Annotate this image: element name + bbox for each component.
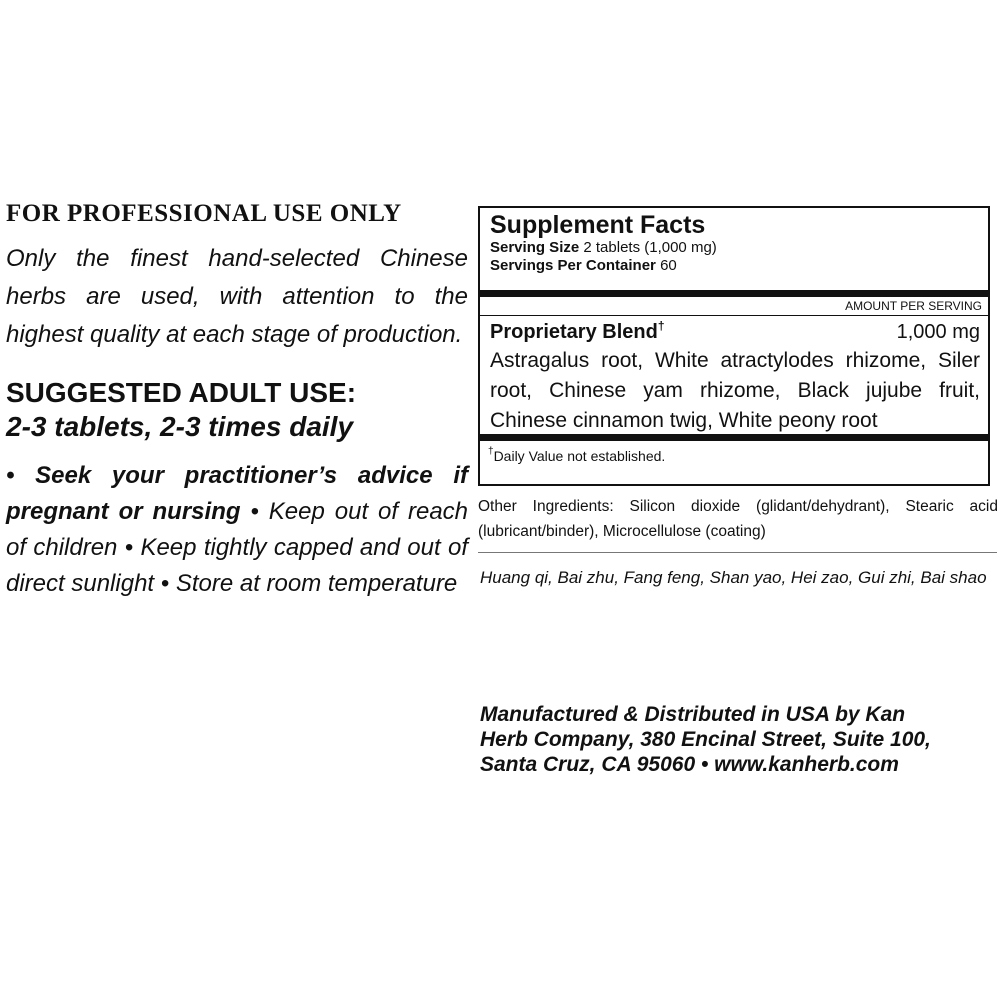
servings-per-container-label: Servings Per Container xyxy=(490,257,656,274)
professional-use-title: FOR PROFESSIONAL USE ONLY xyxy=(6,200,402,227)
manufacturer-line-3: Santa Cruz, CA 95060 • www.kanherb.com xyxy=(480,753,899,776)
practitioner-warning: Seek your practitioner’s advice if pregnant or nursing xyxy=(6,462,468,525)
proprietary-blend-row xyxy=(490,318,980,346)
serving-size-label: Serving Size xyxy=(490,239,580,256)
amount-per-serving-header: AMOUNT PER SERVING xyxy=(480,297,988,316)
thin-divider xyxy=(478,552,997,553)
daily-value-text: Daily Value not established. xyxy=(493,448,666,464)
servings-per-container-value: 60 xyxy=(660,257,677,274)
servings-per-container-row xyxy=(490,257,978,275)
usage-column xyxy=(6,200,468,602)
serving-size-row xyxy=(490,239,978,257)
supplement-facts-panel xyxy=(478,206,990,486)
dv-dagger-mark: † xyxy=(488,446,494,457)
manufacturer-line-1: Manufactured & Distributed in USA by Kan xyxy=(480,703,906,726)
pinyin-names: Huang qi, Bai zhu, Fang feng, Shan yao, Hei zao, Gui zhi, Bai shao xyxy=(480,568,987,587)
facts-title: Supplement Facts xyxy=(490,211,706,239)
blend-ingredients: Astragalus root, White atractylodes rhizome, Siler root, Chinese yam rhizome, Black jujube fruit, Chinese cinnamon twig, White peony root xyxy=(490,349,980,432)
suggested-dose: 2-3 tablets, 2-3 times daily xyxy=(6,411,354,442)
facts-header xyxy=(480,208,988,290)
daily-value-note xyxy=(480,441,988,471)
manufacturer-info xyxy=(480,702,980,777)
warning-bullet: • xyxy=(6,462,15,489)
serving-size-value: 2 tablets (1,000 mg) xyxy=(583,239,717,256)
proprietary-blend-amount: 1,000 mg xyxy=(896,321,980,343)
thick-divider xyxy=(480,290,988,297)
blend-name-text: Proprietary Blend xyxy=(490,321,658,343)
proprietary-blend-section xyxy=(480,316,988,434)
manufacturer-line-2: Herb Company, 380 Encinal Street, Suite 100, xyxy=(480,728,931,751)
other-ingredients: Other Ingredients: Silicon dioxide (glidant/dehydrant), Stearic acid (lubricant/binder), Microcellulose (coating) xyxy=(478,498,998,540)
proprietary-blend-name xyxy=(490,318,665,346)
quality-statement: Only the finest hand-selected Chinese herbs are used, with attention to the highest quality at each stage of production. xyxy=(6,245,468,348)
warnings-text xyxy=(6,458,468,602)
dagger-mark: † xyxy=(657,319,665,333)
general-warnings: • Keep out of reach of children • Keep tightly capped and out of direct sunlight • Store at room temperature xyxy=(6,498,469,597)
suggested-use-heading: SUGGESTED ADULT USE: xyxy=(6,377,357,408)
